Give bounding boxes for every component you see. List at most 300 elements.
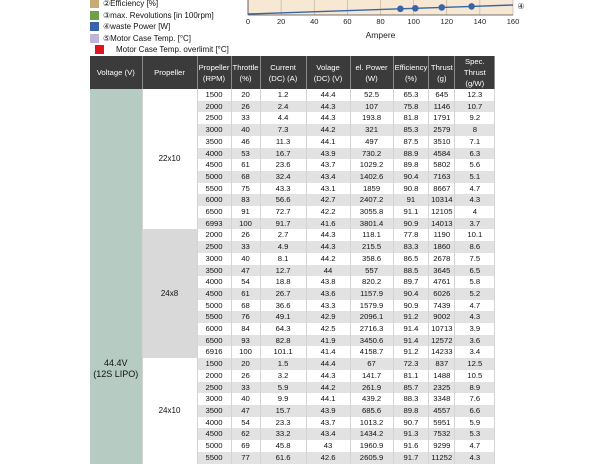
table-cell: 68 [231, 171, 260, 183]
table-cell: 42.6 [306, 452, 350, 464]
table-cell: 4.9 [260, 241, 306, 253]
table-cell: 2579 [429, 124, 455, 136]
table-cell: 1579.9 [350, 300, 393, 312]
table-cell: 2500 [197, 241, 231, 253]
table-cell: 76 [231, 311, 260, 323]
table-cell: 5.6 [455, 159, 495, 171]
table-cell: 61 [231, 288, 260, 300]
x-tick-label: 160 [506, 17, 520, 26]
table-cell: 3450.6 [350, 335, 393, 347]
table-cell: 91.7 [393, 452, 429, 464]
table-cell: 8.1 [260, 253, 306, 265]
table-cell: 5.1 [455, 171, 495, 183]
table-cell: 118.1 [350, 229, 393, 241]
table-cell: 100 [231, 346, 260, 358]
table-cell: 44.2 [306, 124, 350, 136]
table-cell: 3348 [429, 393, 455, 405]
performance-table [90, 56, 495, 464]
table-cell: 12.3 [455, 89, 495, 101]
table-cell: 1860 [429, 241, 455, 253]
table-cell: 86.5 [393, 253, 429, 265]
table-cell: 7.6 [455, 393, 495, 405]
table-cell: 9002 [429, 311, 455, 323]
table-cell: 42.9 [306, 311, 350, 323]
table-cell: 4761 [429, 276, 455, 288]
table-cell: 7.3 [260, 124, 306, 136]
table-cell: 83.3 [393, 241, 429, 253]
table-cell: 44.2 [306, 382, 350, 394]
table-cell: 90.7 [393, 417, 429, 429]
table-cell: 10314 [429, 194, 455, 206]
table-cell: 91 [231, 206, 260, 218]
table-cell: 40 [231, 124, 260, 136]
table-cell: 3500 [197, 265, 231, 277]
table-cell: 44.2 [306, 253, 350, 265]
table-cell: 62 [231, 428, 260, 440]
table-cell: 2000 [197, 370, 231, 382]
x-tick-label: 20 [276, 17, 286, 26]
x-tick-label: 80 [376, 17, 385, 26]
table-cell: 77.8 [393, 229, 429, 241]
table-cell: 40 [231, 393, 260, 405]
table-cell: 43.4 [306, 428, 350, 440]
table-cell: 3.9 [455, 323, 495, 335]
x-tick-label: 60 [343, 17, 352, 26]
x-tick-label: 100 [407, 17, 420, 26]
table-cell: 44.1 [306, 136, 350, 148]
table-cell: 6.5 [455, 265, 495, 277]
table-cell: 43 [306, 440, 350, 452]
table-cell: 43.7 [306, 159, 350, 171]
table-row [90, 89, 495, 101]
table-cell: 85.3 [393, 124, 429, 136]
legend-item [90, 0, 158, 9]
series-marker-label: ④ [517, 2, 525, 11]
table-cell: 75 [231, 183, 260, 195]
table-cell: 64.3 [260, 323, 306, 335]
table-cell: 91.3 [393, 428, 429, 440]
table-cell: 44 [306, 265, 350, 277]
table-cell: 23.6 [260, 159, 306, 171]
table-cell: 26.7 [260, 288, 306, 300]
table-cell: 1.5 [260, 358, 306, 370]
table-cell: 1500 [197, 358, 231, 370]
table-cell: 193.8 [350, 112, 393, 124]
table-cell: 321 [350, 124, 393, 136]
table-cell: 557 [350, 265, 393, 277]
table-cell: 33 [231, 241, 260, 253]
table-cell: 1029.2 [350, 159, 393, 171]
table-cell: 7532 [429, 428, 455, 440]
table-cell: 6.3 [455, 148, 495, 160]
table-cell: 3000 [197, 253, 231, 265]
table-cell: 91.2 [393, 346, 429, 358]
table-cell: 75.8 [393, 101, 429, 113]
table-cell: 33 [231, 382, 260, 394]
legend-item [90, 10, 214, 21]
table-cell: 91.4 [393, 323, 429, 335]
table-cell: 72.7 [260, 206, 306, 218]
table-cell: 7.1 [455, 136, 495, 148]
table-cell: 6.6 [455, 405, 495, 417]
table-cell: 3.7 [455, 218, 495, 230]
table-cell: 5000 [197, 300, 231, 312]
table-cell: 89.7 [393, 276, 429, 288]
table-cell: 65.3 [393, 89, 429, 101]
table-cell: 53 [231, 148, 260, 160]
table-cell: 3500 [197, 136, 231, 148]
table-cell: 14233 [429, 346, 455, 358]
table-cell: 84 [231, 323, 260, 335]
table-cell: 5000 [197, 440, 231, 452]
table-cell: 41.4 [306, 346, 350, 358]
table-cell: 1791 [429, 112, 455, 124]
table-cell: 44.3 [306, 229, 350, 241]
table-cell: 46 [231, 136, 260, 148]
table-cell: 90.8 [393, 183, 429, 195]
legend-item [95, 44, 229, 55]
table-cell: 4158.7 [350, 346, 393, 358]
table-cell: 41.9 [306, 335, 350, 347]
x-tick-label: 40 [310, 17, 319, 26]
table-cell: 42.7 [306, 194, 350, 206]
table-cell: 10.1 [455, 229, 495, 241]
table-cell: 4.4 [260, 112, 306, 124]
table-cell: 1488 [429, 370, 455, 382]
table-cell: 68 [231, 300, 260, 312]
table-cell: 43.7 [306, 417, 350, 429]
table-cell: 91 [393, 194, 429, 206]
battery-type: (12S LIPO) [93, 368, 139, 379]
table-cell: 1.2 [260, 89, 306, 101]
table-cell: 43.9 [306, 148, 350, 160]
table-cell: 3000 [197, 393, 231, 405]
table-cell: 44.3 [306, 112, 350, 124]
table-cell: 820.2 [350, 276, 393, 288]
table-cell: 6500 [197, 335, 231, 347]
legend-label: Motor Case Temp. overlimit [°C] [116, 45, 229, 54]
table-cell: 85.7 [393, 382, 429, 394]
table-cell: 2605.9 [350, 452, 393, 464]
table-row [90, 229, 495, 241]
column-header: Efficiency (%) [393, 56, 429, 89]
table-cell: 2.4 [260, 101, 306, 113]
table-cell: 107 [350, 101, 393, 113]
table-cell: 3801.4 [350, 218, 393, 230]
table-cell: 2096.1 [350, 311, 393, 323]
table-cell: 89.8 [393, 159, 429, 171]
table-cell: 2000 [197, 101, 231, 113]
legend-label: ②Efficiency [%] [103, 0, 159, 8]
table-cell: 43.4 [306, 171, 350, 183]
table-cell: 16.7 [260, 148, 306, 160]
column-header: Thrust (g) [429, 56, 455, 89]
table-cell: 81.1 [393, 370, 429, 382]
table-cell: 88.3 [393, 393, 429, 405]
table-cell: 44.3 [306, 370, 350, 382]
table-cell: 91.1 [393, 206, 429, 218]
table-cell: 42.5 [306, 323, 350, 335]
legend-label: ③max. Revolutions [in 100rpm] [103, 10, 214, 20]
table-cell: 3500 [197, 405, 231, 417]
table-cell: 11252 [429, 452, 455, 464]
table-cell: 215.5 [350, 241, 393, 253]
table-cell: 4.3 [455, 194, 495, 206]
table-cell: 81.8 [393, 112, 429, 124]
table-cell: 4584 [429, 148, 455, 160]
table-cell: 54 [231, 417, 260, 429]
table-cell: 41.6 [306, 218, 350, 230]
table-cell: 2000 [197, 229, 231, 241]
table-cell: 3645 [429, 265, 455, 277]
column-header: Current (DC) (A) [260, 56, 306, 89]
table-cell: 12105 [429, 206, 455, 218]
table-cell: 4557 [429, 405, 455, 417]
table-cell: 1434.2 [350, 428, 393, 440]
table-cell: 1190 [429, 229, 455, 241]
table-cell: 91.7 [260, 218, 306, 230]
table-cell: 2500 [197, 112, 231, 124]
table-cell: 261.9 [350, 382, 393, 394]
table-cell: 3510 [429, 136, 455, 148]
table-cell: 730.2 [350, 148, 393, 160]
column-header: Propeller (RPM) [197, 56, 231, 89]
table-cell: 9.2 [455, 112, 495, 124]
table-cell: 44.4 [306, 89, 350, 101]
data-point [468, 3, 475, 10]
table-cell: 5.9 [260, 382, 306, 394]
table-cell: 43.3 [260, 183, 306, 195]
column-header: Volage (DC) (V) [306, 56, 350, 89]
table-cell: 4.7 [455, 300, 495, 312]
column-header: Throttle (%) [231, 56, 260, 89]
column-header: Voltage (V) [90, 56, 142, 89]
table-cell: 88.9 [393, 148, 429, 160]
table-cell: 90.4 [393, 171, 429, 183]
table-cell: 4500 [197, 288, 231, 300]
table-cell: 8667 [429, 183, 455, 195]
table-cell: 4.3 [455, 311, 495, 323]
performance-plot [230, 0, 610, 48]
table-cell: 26 [231, 229, 260, 241]
table-cell: 90.9 [393, 218, 429, 230]
table-cell: 5500 [197, 183, 231, 195]
table-cell: 91.4 [393, 335, 429, 347]
table-cell: 5951 [429, 417, 455, 429]
x-tick-label: 140 [473, 17, 487, 26]
table-cell: 61 [231, 159, 260, 171]
table-cell: 12.7 [260, 265, 306, 277]
legend-label: ⑤Motor Case Temp. [°C] [103, 33, 192, 43]
table-cell: 5.3 [455, 428, 495, 440]
table-cell: 44.3 [306, 101, 350, 113]
table-cell: 3.2 [260, 370, 306, 382]
table-cell: 90.9 [393, 300, 429, 312]
table-cell: 20 [231, 358, 260, 370]
table-cell: 77 [231, 452, 260, 464]
table-cell: 45.8 [260, 440, 306, 452]
table-cell: 4500 [197, 428, 231, 440]
table-cell: 6000 [197, 323, 231, 335]
table-cell: 358.6 [350, 253, 393, 265]
legend-swatch [90, 0, 99, 8]
propeller-cell: 24x10 [142, 358, 197, 463]
table-cell: 47 [231, 265, 260, 277]
data-point [438, 4, 445, 11]
table-cell: 42.2 [306, 206, 350, 218]
table-cell: 26 [231, 370, 260, 382]
table-cell: 1146 [429, 101, 455, 113]
table-cell: 5500 [197, 311, 231, 323]
table-cell: 5.2 [455, 288, 495, 300]
table-cell: 141.7 [350, 370, 393, 382]
table-cell: 33 [231, 112, 260, 124]
table-cell: 4500 [197, 159, 231, 171]
propeller-cell: 22x10 [142, 89, 197, 229]
table-cell: 497 [350, 136, 393, 148]
table-cell: 1157.9 [350, 288, 393, 300]
table-cell: 8.9 [455, 382, 495, 394]
data-point [397, 6, 404, 13]
table-cell: 40 [231, 253, 260, 265]
table-cell: 6993 [197, 218, 231, 230]
table-cell: 52.5 [350, 89, 393, 101]
table-cell: 93 [231, 335, 260, 347]
table-cell: 12572 [429, 335, 455, 347]
table-cell: 49.1 [260, 311, 306, 323]
table-cell: 6026 [429, 288, 455, 300]
table-cell: 91.2 [393, 311, 429, 323]
table-cell: 61.6 [260, 452, 306, 464]
table-cell: 43.6 [306, 288, 350, 300]
table-cell: 69 [231, 440, 260, 452]
table-cell: 11.3 [260, 136, 306, 148]
table-cell: 4.7 [455, 183, 495, 195]
table-cell: 3.4 [455, 346, 495, 358]
table-cell: 18.8 [260, 276, 306, 288]
table-cell: 100 [231, 218, 260, 230]
table-cell: 89.8 [393, 405, 429, 417]
table-cell: 88.5 [393, 265, 429, 277]
propeller-cell: 24x8 [142, 229, 197, 358]
table-cell: 4000 [197, 276, 231, 288]
table-cell: 2716.3 [350, 323, 393, 335]
table-cell: 6000 [197, 194, 231, 206]
table-row [90, 358, 495, 370]
table-cell: 67 [350, 358, 393, 370]
table-header-row [90, 56, 495, 89]
legend-swatch [90, 11, 99, 20]
table-cell: 32.4 [260, 171, 306, 183]
table-cell: 7163 [429, 171, 455, 183]
legend-label: ④waste Power [W] [103, 22, 171, 31]
x-tick-label: 0 [245, 17, 251, 26]
table-cell: 1013.2 [350, 417, 393, 429]
table-cell: 83 [231, 194, 260, 206]
table-cell: 23.3 [260, 417, 306, 429]
data-point [412, 5, 419, 12]
table-cell: 47 [231, 405, 260, 417]
table-cell: 101.1 [260, 346, 306, 358]
table-cell: 2325 [429, 382, 455, 394]
column-header: el. Power (W) [350, 56, 393, 89]
table-cell: 9299 [429, 440, 455, 452]
table-cell: 56.6 [260, 194, 306, 206]
table-cell: 8 [455, 124, 495, 136]
table-cell: 82.8 [260, 335, 306, 347]
table-cell: 33.2 [260, 428, 306, 440]
table-cell: 14013 [429, 218, 455, 230]
table-cell: 9.9 [260, 393, 306, 405]
table-cell: 20 [231, 89, 260, 101]
table-cell: 1859 [350, 183, 393, 195]
legend-swatch [95, 45, 104, 54]
table-cell: 6916 [197, 346, 231, 358]
table-cell: 10.7 [455, 101, 495, 113]
table-cell: 5802 [429, 159, 455, 171]
legend-item [90, 21, 170, 32]
table-cell: 837 [429, 358, 455, 370]
table-cell: 2407.2 [350, 194, 393, 206]
table-cell: 43.9 [306, 405, 350, 417]
column-header: Propeller [142, 56, 197, 89]
table-cell: 1500 [197, 89, 231, 101]
table-cell: 12.5 [455, 358, 495, 370]
voltage-cell [90, 89, 142, 464]
table-cell: 43.8 [306, 276, 350, 288]
table-cell: 7.5 [455, 253, 495, 265]
table-cell: 54 [231, 276, 260, 288]
table-cell: 15.7 [260, 405, 306, 417]
table-cell: 6500 [197, 206, 231, 218]
table-cell: 1960.9 [350, 440, 393, 452]
x-axis-label: Ampere [365, 30, 396, 40]
table-cell: 44.3 [306, 241, 350, 253]
table-cell: 645 [429, 89, 455, 101]
table-cell: 1402.6 [350, 171, 393, 183]
table-cell: 4.7 [455, 440, 495, 452]
table-cell: 2.7 [260, 229, 306, 241]
table-cell: 43.3 [306, 300, 350, 312]
table-cell: 72.3 [393, 358, 429, 370]
x-tick-label: 120 [440, 17, 454, 26]
table-cell: 3055.8 [350, 206, 393, 218]
table-cell: 3.6 [455, 335, 495, 347]
table-cell: 44.1 [306, 393, 350, 405]
table-cell: 4.3 [455, 452, 495, 464]
legend-swatch [90, 34, 99, 43]
table-cell: 8.6 [455, 241, 495, 253]
table-cell: 685.6 [350, 405, 393, 417]
table-cell: 2500 [197, 382, 231, 394]
table-cell: 439.2 [350, 393, 393, 405]
table-cell: 43.1 [306, 183, 350, 195]
table-cell: 10.5 [455, 370, 495, 382]
table-cell: 44.4 [306, 358, 350, 370]
table-cell: 5000 [197, 171, 231, 183]
table-cell: 5.9 [455, 417, 495, 429]
table-cell: 4000 [197, 417, 231, 429]
table-cell: 87.5 [393, 136, 429, 148]
table-cell: 4000 [197, 148, 231, 160]
table-cell: 7439 [429, 300, 455, 312]
table-cell: 2678 [429, 253, 455, 265]
voltage-value: 44.4V [103, 357, 128, 368]
table-cell: 5500 [197, 452, 231, 464]
table-cell: 90.4 [393, 288, 429, 300]
table-cell: 10713 [429, 323, 455, 335]
legend-item [90, 33, 191, 44]
